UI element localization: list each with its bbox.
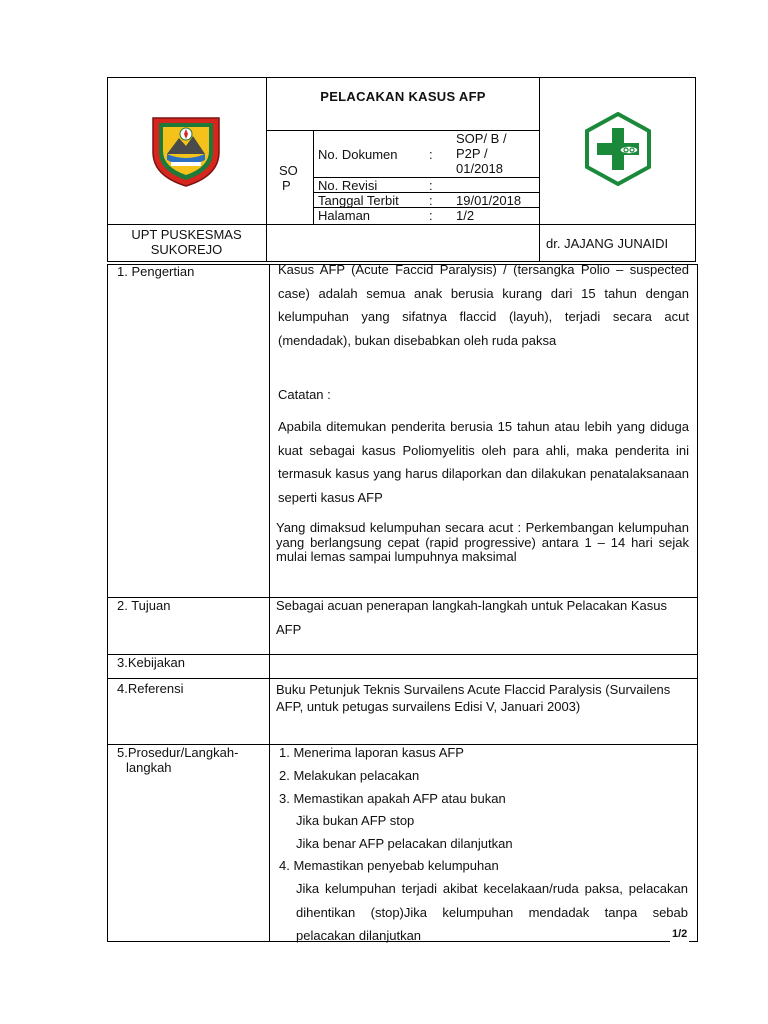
no-dokumen-value-2: P2P /: [456, 146, 488, 161]
prosedur-step-4-detail: Jika kelumpuhan terjadi akibat kecelakaan/ruda paksa, pelacakan dihentikan (stop)Jika kelumpuhan mendadak tanpa sebab pelacakan dilanjutkan: [296, 881, 688, 943]
prosedur-step-1: 1. Menerima laporan kasus AFP: [279, 745, 464, 760]
section-prosedur-label-1: 5.Prosedur/Langkah-: [117, 745, 239, 760]
tanggal-terbit-sep: :: [429, 193, 433, 208]
prosedur-step-3a: Jika bukan AFP stop: [296, 813, 415, 828]
halaman-label: Halaman: [318, 208, 371, 223]
document-title: PELACAKAN KASUS AFP: [320, 89, 486, 104]
page-number: 1/2: [672, 928, 688, 940]
no-dokumen-value-1: SOP/ B /: [456, 131, 507, 146]
pengertian-paragraph-1: Kasus AFP (Acute Faccid Paralysis) / (tersangka Polio – suspected case) adalah semua anak berusia kurang dari 15 tahun dengan kelumpuhan yang sifatnya flaccid (layuh), terjadi secara acut (mendadak), bukan disebabkan oleh ruda paksa: [278, 262, 689, 348]
tanggal-terbit-value: 19/01/2018: [456, 193, 522, 208]
tujuan-text: Sebagai acuan penerapan langkah-langkah untuk Pelacakan Kasus AFP: [276, 598, 668, 637]
signatory-name: dr. JAJANG JUNAIDI: [546, 236, 669, 251]
pengertian-paragraph-2: Apabila ditemukan penderita berusia 15 tahun atau lebih yang diduga kuat sebagai kasus Poliomyelitis oleh para ahli, maka penderita ini termasuk kasus yang harus dilaporkan dan dilakukan penatalaksanaan seperti kasus AFP: [278, 419, 689, 505]
halaman-value: 1/2: [456, 208, 475, 223]
tanggal-terbit-label: Tanggal Terbit: [318, 193, 399, 208]
pengertian-paragraph-3: Yang dimaksud kelumpuhan secara acut : Perkembangan kelumpuhan yang berlangsung cepat (rapid progressive) antara 1 – 14 hari sejak mulai lemas sampai lumpuhnya maksimal: [276, 520, 689, 564]
no-revisi-sep: :: [429, 178, 433, 193]
catatan-label: Catatan :: [278, 387, 331, 402]
section-tujuan-label: 2. Tujuan: [117, 598, 171, 613]
org-name-line2: SUKOREJO: [150, 242, 223, 257]
referensi-text: Buku Petunjuk Teknis Survailens Acute Flaccid Paralysis (Survailens AFP, untuk petugas survailens Edisi V, Januari 2003): [276, 682, 671, 714]
no-dokumen-value-3: 01/2018: [456, 161, 503, 176]
sop-label-line2: P: [282, 178, 291, 193]
prosedur-step-3: 3. Memastikan apakah AFP atau bukan: [279, 791, 506, 806]
no-dokumen-sep: :: [429, 147, 433, 162]
puskesmas-logo-icon: [581, 112, 655, 186]
prosedur-step-2: 2. Melakukan pelacakan: [279, 768, 420, 783]
section-prosedur-label-2: langkah: [126, 760, 172, 775]
section-pengertian-label: 1. Pengertian: [117, 264, 195, 279]
no-revisi-label: No. Revisi: [318, 178, 378, 193]
section-referensi-label: 4.Referensi: [117, 681, 184, 696]
sop-label-line1: SO: [279, 163, 298, 178]
halaman-sep: :: [429, 208, 433, 223]
regency-crest-icon: [149, 112, 223, 188]
prosedur-step-4: 4. Memastikan penyebab kelumpuhan: [279, 858, 499, 873]
org-name-line1: UPT PUSKESMAS: [131, 227, 242, 242]
no-dokumen-label: No. Dokumen: [318, 147, 398, 162]
section-kebijakan-label: 3.Kebijakan: [117, 655, 185, 670]
prosedur-step-3b: Jika benar AFP pelacakan dilanjutkan: [296, 836, 513, 851]
